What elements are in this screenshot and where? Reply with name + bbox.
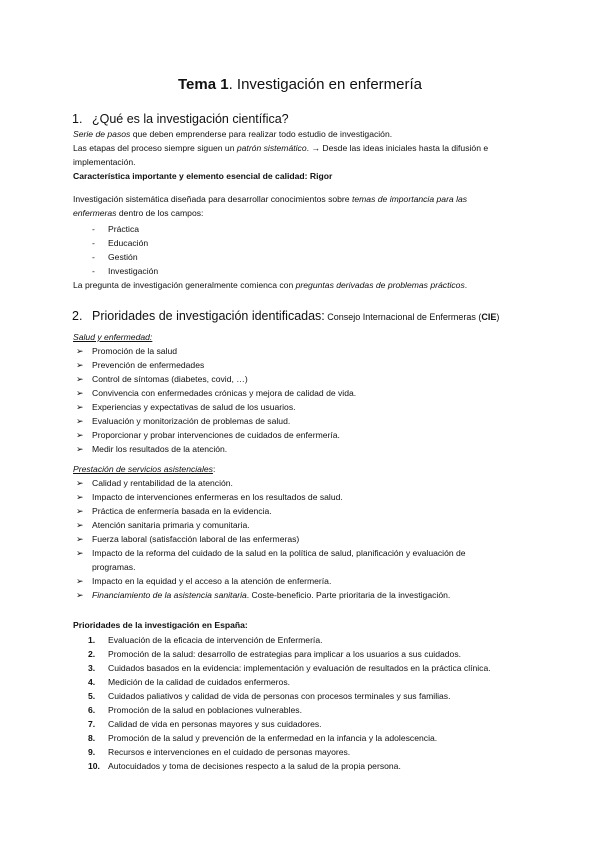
section-2-heading: 2. Prioridades de investigación identificadas: Consejo Internacional de Enfermeras (CIE) bbox=[72, 309, 500, 323]
list-item: 5. Cuidados paliativos y calidad de vida de personas con procesos terminales y sus familias. bbox=[88, 691, 451, 701]
arrow-icon: ➢ bbox=[76, 430, 84, 440]
arrow-icon: ➢ bbox=[76, 388, 84, 398]
arrow-icon: ➢ bbox=[76, 374, 84, 384]
page-title bbox=[0, 76, 600, 94]
arrow-icon: ➢ bbox=[76, 506, 84, 516]
list-item: ➢ Evaluación y monitorización de problemas de salud. bbox=[76, 416, 291, 426]
list-item: 6. Promoción de la salud en poblaciones vulnerables. bbox=[88, 705, 302, 715]
servicios-heading: Prestación de servicios asistenciales: bbox=[73, 464, 216, 474]
section-1-closing: La pregunta de investigación generalmente comienca con preguntas derivadas de problemas prácticos. bbox=[73, 280, 468, 290]
section-1-para-line-1: Investigación sistemática diseñada para desarrollar conocimientos sobre temas de importancia para las bbox=[73, 194, 468, 204]
list-item: ➢ Práctica de enfermería basada en la evidencia. bbox=[76, 506, 272, 516]
section-1-line-3: implementación. bbox=[73, 157, 136, 167]
section-1-heading: 1. ¿Qué es la investigación científica? bbox=[72, 112, 289, 126]
list-item: ➢ Impacto en la equidad y el acceso a la atención de enfermería. bbox=[76, 576, 332, 586]
list-item: ➢ Experiencias y expectativas de salud de los usuarios. bbox=[76, 402, 296, 412]
field-item: - Investigación bbox=[92, 266, 159, 276]
arrow-icon: ➢ bbox=[76, 534, 84, 544]
list-item: ➢ Calidad y rentabilidad de la atención. bbox=[76, 478, 233, 488]
field-item: - Gestión bbox=[92, 252, 138, 262]
field-item: - Educación bbox=[92, 238, 149, 248]
salud-heading: Salud y enfermedad: bbox=[73, 332, 153, 342]
servicios-list bbox=[76, 476, 532, 602]
arrow-icon: ➢ bbox=[76, 346, 84, 356]
arrow-icon: ➢ bbox=[76, 492, 84, 502]
espana-list bbox=[88, 633, 538, 773]
section-1-para-line-2: enfermeras dentro de los campos: bbox=[73, 208, 204, 218]
list-item: 2. Promoción de la salud: desarrollo de estrategias para implicar a los usuarios a sus cuidados. bbox=[88, 649, 462, 659]
espana-heading: Prioridades de la investigación en España: bbox=[73, 620, 248, 630]
list-item: 1. Evaluación de la eficacia de intervención de Enfermería. bbox=[88, 635, 323, 645]
list-item: ➢ Proporcionar y probar intervenciones de cuidados de enfermería. bbox=[76, 430, 340, 440]
salud-list bbox=[76, 344, 532, 456]
list-item: ➢ Fuerza laboral (satisfacción laboral de las enfermeras) bbox=[76, 534, 300, 544]
arrow-icon: ➢ bbox=[76, 360, 84, 370]
list-item: ➢ Prevención de enfermedades bbox=[76, 360, 205, 370]
arrow-icon: ➢ bbox=[76, 576, 84, 586]
title-bold: Tema 1 bbox=[177, 76, 229, 93]
section-1-line-1: Serie de pasos que deben emprenderse para realizar todo estudio de investigación. bbox=[73, 129, 393, 139]
list-item: ➢ Financiamiento de la asistencia sanitaria. Coste-beneficio. Parte prioritaria de la investigación. bbox=[76, 590, 451, 600]
list-item: 4. Medición de la calidad de cuidados enfermeros. bbox=[88, 677, 291, 687]
field-item: - Práctica bbox=[92, 224, 140, 234]
list-item: 10. Autocuidados y toma de decisiones respecto a la salud de la propia persona. bbox=[88, 761, 401, 771]
list-item: 3. Cuidados basados en la evidencia: implementación y evaluación de resultados en la práctica clínica. bbox=[88, 663, 491, 673]
list-item: ➢ Impacto de intervenciones enfermeras en los resultados de salud. bbox=[76, 492, 343, 502]
arrow-icon: ➢ bbox=[76, 416, 84, 426]
list-item: ➢ Convivencia con enfermedades crónicas y mejora de calidad de vida. bbox=[76, 388, 357, 398]
arrow-icon: ➢ bbox=[76, 548, 84, 558]
arrow-icon: ➢ bbox=[76, 444, 84, 454]
list-item-continuation: programas. bbox=[92, 562, 136, 572]
section-1-quality-line: Característica importante y elemento esencial de calidad: Rigor bbox=[73, 171, 333, 181]
list-item: ➢ Promoción de la salud bbox=[76, 346, 178, 356]
list-item: 7. Calidad de vida en personas mayores y sus cuidadores. bbox=[88, 719, 322, 729]
section-1-line-2: Las etapas del proceso siempre siguen un patrón sistemático. → Desde las ideas iniciales hasta la difusión e bbox=[73, 143, 489, 153]
arrow-icon: ➢ bbox=[76, 478, 84, 488]
title-rest: . Investigación en enfermería bbox=[228, 76, 423, 93]
arrow-icon: ➢ bbox=[76, 402, 84, 412]
arrow-icon: ➢ bbox=[76, 590, 84, 600]
list-item: ➢ Control de síntomas (diabetes, covid, …) bbox=[76, 374, 248, 384]
arrow-icon: ➢ bbox=[76, 520, 84, 530]
list-item: ➢ Atención sanitaria primaria y comunitaria. bbox=[76, 520, 250, 530]
list-item: 8. Promoción de la salud y prevención de la enfermedad en la infancia y la adolescencia. bbox=[88, 733, 438, 743]
list-item: 9. Recursos e intervenciones en el cuidado de personas mayores. bbox=[88, 747, 351, 757]
list-item: ➢ Impacto de la reforma del cuidado de la salud en la política de salud, planificación y evaluación de bbox=[76, 548, 466, 558]
list-item: ➢ Medir los resultados de la atención. bbox=[76, 444, 228, 454]
